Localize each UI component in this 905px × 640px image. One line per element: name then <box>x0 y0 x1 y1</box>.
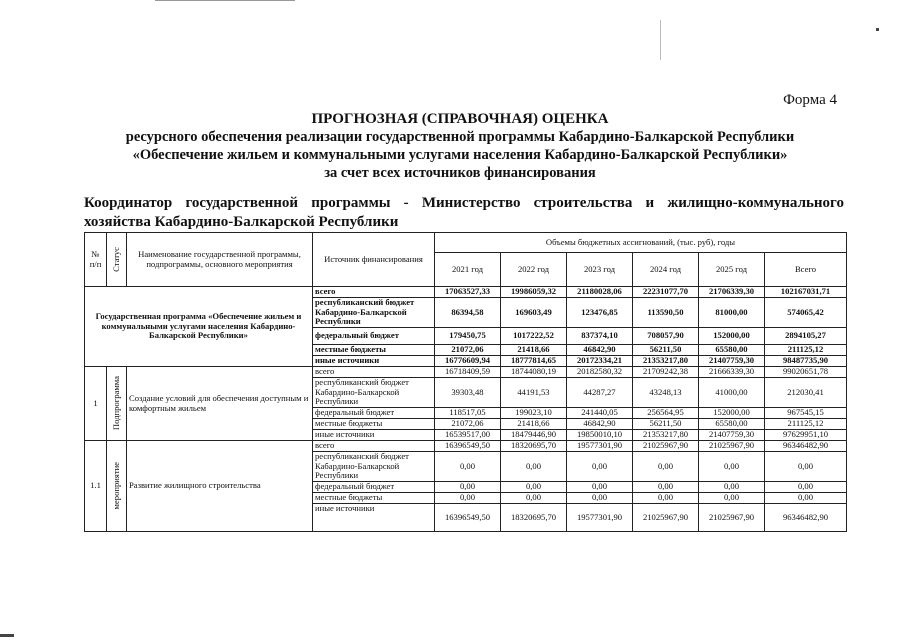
value-cell: 0,00 <box>501 493 567 504</box>
value-cell: 152000,00 <box>699 328 765 345</box>
source-cell: федеральный бюджет <box>313 482 435 493</box>
source-cell: республиканский бюджет Кабардино-Балкарской Республики <box>313 298 435 328</box>
form-label: Форма 4 <box>783 92 837 108</box>
value-cell: 19577301,90 <box>567 441 633 452</box>
value-cell: 41000,00 <box>699 378 765 408</box>
value-cell: 0,00 <box>765 482 847 493</box>
source-cell: иные источники <box>313 430 435 441</box>
source-cell: федеральный бюджет <box>313 328 435 345</box>
value-cell: 44287,27 <box>567 378 633 408</box>
value-cell: 0,00 <box>765 493 847 504</box>
title-line-4: за счет всех источников финансирования <box>324 165 596 181</box>
value-cell: 18744080,19 <box>501 367 567 378</box>
value-cell: 169603,49 <box>501 298 567 328</box>
value-cell: 20182580,32 <box>567 367 633 378</box>
value-cell: 44191,53 <box>501 378 567 408</box>
header-status: Статус <box>107 233 127 287</box>
header-volumes: Объемы бюджетных ассигнований, (тыс. руб), годы <box>435 233 847 253</box>
value-cell: 0,00 <box>567 452 633 482</box>
value-cell: 16539517,00 <box>435 430 501 441</box>
value-cell: 19850010,10 <box>567 430 633 441</box>
value-cell: 21180028,06 <box>567 287 633 298</box>
header-year: 2024 год <box>633 253 699 287</box>
activity-name: Развитие жилищного строительства <box>127 441 313 532</box>
value-cell: 21025967,90 <box>633 441 699 452</box>
value-cell: 21706339,30 <box>699 287 765 298</box>
value-cell: 46842,90 <box>567 345 633 356</box>
header-name: Наименование государственной программы, подпрограммы, основного мероприятия <box>127 233 313 287</box>
source-cell: республиканский бюджет Кабардино-Балкарской Республики <box>313 452 435 482</box>
value-cell: 16396549,50 <box>435 441 501 452</box>
value-cell: 97629951,10 <box>765 430 847 441</box>
value-cell: 0,00 <box>765 452 847 482</box>
value-cell: 102167031,71 <box>765 287 847 298</box>
scan-line <box>660 20 661 60</box>
table-row <box>85 287 847 298</box>
header-num: № п/п <box>85 233 107 287</box>
value-cell: 65580,00 <box>699 419 765 430</box>
row-status: Подпрограмма <box>107 367 127 441</box>
value-cell: 39303,48 <box>435 378 501 408</box>
header-year: 2022 год <box>501 253 567 287</box>
value-cell: 20172334,21 <box>567 356 633 367</box>
value-cell: 21072,06 <box>435 419 501 430</box>
value-cell: 0,00 <box>699 482 765 493</box>
source-cell: местные бюджеты <box>313 493 435 504</box>
header-source: Источник финансирования <box>313 233 435 287</box>
row-number: 1.1 <box>85 441 107 532</box>
value-cell: 0,00 <box>567 493 633 504</box>
header-total: Всего <box>765 253 847 287</box>
value-cell: 21072,06 <box>435 345 501 356</box>
value-cell: 0,00 <box>435 482 501 493</box>
source-cell: местные бюджеты <box>313 345 435 356</box>
value-cell: 16776609,94 <box>435 356 501 367</box>
value-cell: 21418,66 <box>501 345 567 356</box>
source-cell: местные бюджеты <box>313 419 435 430</box>
value-cell: 18777814,65 <box>501 356 567 367</box>
value-cell: 179450,75 <box>435 328 501 345</box>
value-cell: 211125,12 <box>765 345 847 356</box>
value-cell: 21407759,30 <box>699 356 765 367</box>
scan-speck <box>0 634 14 637</box>
value-cell: 98487735,90 <box>765 356 847 367</box>
value-cell: 96346482,90 <box>765 441 847 452</box>
value-cell: 16396549,50 <box>435 504 501 532</box>
value-cell: 99020651,78 <box>765 367 847 378</box>
value-cell: 212030,41 <box>765 378 847 408</box>
value-cell: 21666339,30 <box>699 367 765 378</box>
title-line-1: ПРОГНОЗНАЯ (СПРАВОЧНАЯ) ОЦЕНКА <box>311 111 609 127</box>
program-name: Государственная программа «Обеспечение жильем и коммунальными услугами населения Кабардино-Балкарской Республики» <box>85 287 313 367</box>
budget-table <box>84 232 847 532</box>
value-cell: 19986059,32 <box>501 287 567 298</box>
value-cell: 86394,58 <box>435 298 501 328</box>
value-cell: 152000,00 <box>699 408 765 419</box>
value-cell: 0,00 <box>633 482 699 493</box>
value-cell: 256564,95 <box>633 408 699 419</box>
value-cell: 21353217,80 <box>633 430 699 441</box>
scan-speck <box>876 28 879 31</box>
value-cell: 0,00 <box>435 452 501 482</box>
value-cell: 21418,66 <box>501 419 567 430</box>
header-year: 2023 год <box>567 253 633 287</box>
value-cell: 241440,05 <box>567 408 633 419</box>
subprogram-name: Создание условий для обеспечения доступным и комфортным жильем <box>127 367 313 441</box>
source-cell: иные источники <box>313 504 435 532</box>
value-cell: 19577301,90 <box>567 504 633 532</box>
value-cell: 199023,10 <box>501 408 567 419</box>
value-cell: 0,00 <box>699 452 765 482</box>
value-cell: 21709242,38 <box>633 367 699 378</box>
document-title <box>60 110 860 182</box>
source-cell: всего <box>313 441 435 452</box>
source-cell: всего <box>313 367 435 378</box>
value-cell: 0,00 <box>501 482 567 493</box>
value-cell: 0,00 <box>567 482 633 493</box>
value-cell: 211125,12 <box>765 419 847 430</box>
value-cell: 81000,00 <box>699 298 765 328</box>
value-cell: 708057,90 <box>633 328 699 345</box>
value-cell: 21025967,90 <box>699 441 765 452</box>
value-cell: 21353217,80 <box>633 356 699 367</box>
value-cell: 0,00 <box>501 452 567 482</box>
value-cell: 21407759,30 <box>699 430 765 441</box>
header-year: 2025 год <box>699 253 765 287</box>
row-number: 1 <box>85 367 107 441</box>
source-cell: иные источники <box>313 356 435 367</box>
table-row <box>85 367 847 378</box>
source-cell: федеральный бюджет <box>313 408 435 419</box>
title-line-2: ресурсного обеспечения реализации государственной программы Кабардино-Балкарской Республики <box>125 129 795 145</box>
scan-line <box>155 0 295 1</box>
title-line-3: «Обеспечение жильем и коммунальными услугами населения Кабардино-Балкарской Республики» <box>132 147 788 163</box>
table-row <box>85 441 847 452</box>
value-cell: 123476,85 <box>567 298 633 328</box>
value-cell: 56211,50 <box>633 345 699 356</box>
header-year: 2021 год <box>435 253 501 287</box>
value-cell: 18479446,90 <box>501 430 567 441</box>
source-cell: всего <box>313 287 435 298</box>
value-cell: 837374,10 <box>567 328 633 345</box>
value-cell: 16718409,59 <box>435 367 501 378</box>
value-cell: 18320695,70 <box>501 441 567 452</box>
coordinator-text: Координатор государственной программы - Министерство строительства и жилищно-коммунального хозяйства Кабардино-Балкарской Республики <box>84 195 844 230</box>
value-cell: 43248,13 <box>633 378 699 408</box>
value-cell: 22231077,70 <box>633 287 699 298</box>
value-cell: 967545,15 <box>765 408 847 419</box>
value-cell: 21025967,90 <box>633 504 699 532</box>
value-cell: 0,00 <box>633 452 699 482</box>
row-status: мероприятие <box>107 441 127 532</box>
value-cell: 46842,90 <box>567 419 633 430</box>
value-cell: 0,00 <box>699 493 765 504</box>
value-cell: 18320695,70 <box>501 504 567 532</box>
value-cell: 96346482,90 <box>765 504 847 532</box>
value-cell: 56211,50 <box>633 419 699 430</box>
value-cell: 118517,05 <box>435 408 501 419</box>
value-cell: 0,00 <box>633 493 699 504</box>
value-cell: 1017222,52 <box>501 328 567 345</box>
source-cell: республиканский бюджет Кабардино-Балкарской Республики <box>313 378 435 408</box>
value-cell: 2894105,27 <box>765 328 847 345</box>
value-cell: 0,00 <box>435 493 501 504</box>
value-cell: 17063527,33 <box>435 287 501 298</box>
value-cell: 65580,00 <box>699 345 765 356</box>
value-cell: 21025967,90 <box>699 504 765 532</box>
value-cell: 113590,50 <box>633 298 699 328</box>
value-cell: 574065,42 <box>765 298 847 328</box>
